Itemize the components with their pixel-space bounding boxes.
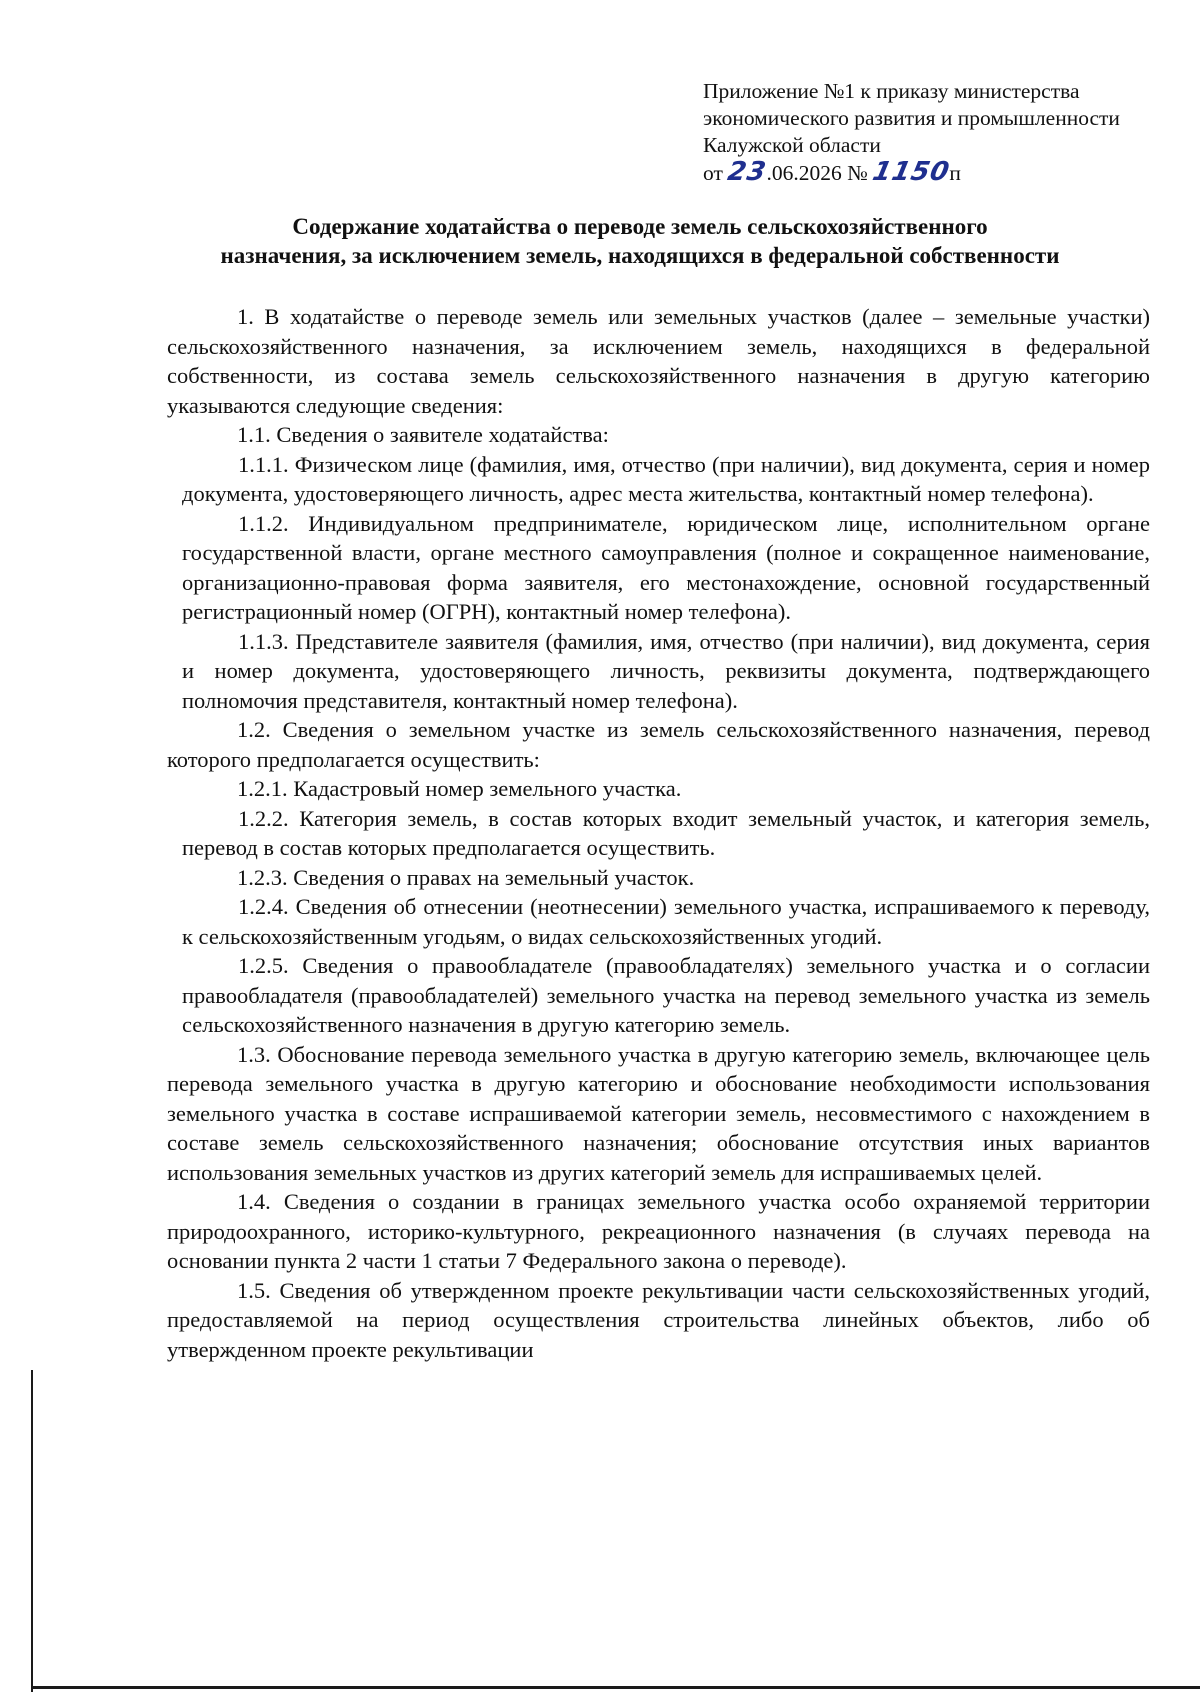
paragraph-1-1: 1.1. Сведения о заявителе ходатайства: — [237, 422, 609, 447]
document-title-line-1: Содержание ходатайства о переводе земель сельскохозяйственного — [292, 214, 988, 239]
appendix-header — [703, 78, 1183, 187]
appendix-header-line-2: экономического развития и промышленности — [703, 106, 1120, 130]
scan-edge-left — [31, 1370, 33, 1692]
date-prefix: от — [703, 161, 723, 185]
document-body — [167, 302, 1150, 1364]
paragraph-1-3: 1.3. Обоснование перевода земельного участка в другую категорию земель, включающее цель перевода земельного участка в другую категорию и обоснование необходимости использования земельного участка в составе испрашиваемой категории земель, несовместимого с нахождением в составе земель сельскохозяйственного назначения; обоснование отсутствия иных вариантов использования земельных участков из других категорий земель для испрашиваемых целей. — [167, 1041, 1150, 1185]
paragraph-1-2-5: 1.2.5. Сведения о правообладателе (правообладателях) земельного участка и о согласии правообладателя (правообладателей) земельного участка на перевод земельного участка из земель сельскохозяйственного назначения в другую категорию земель. — [182, 953, 1150, 1037]
handwritten-date-day: 23 — [725, 157, 770, 187]
date-rest: .06.2026 № — [766, 161, 868, 185]
paragraph-1-2-1: 1.2.1. Кадастровый номер земельного участка. — [237, 776, 682, 801]
document-title — [150, 212, 1130, 270]
document-title-line-2: назначения, за исключением земель, находящихся в федеральной собственности — [220, 243, 1060, 268]
order-number-suffix: п — [949, 161, 961, 185]
paragraph-1-2-4: 1.2.4. Сведения об отнесении (неотнесении) земельного участка, испрашиваемого к переводу, к сельскохозяйственным угодьям, о видах сельскохозяйственных угодий. — [182, 894, 1150, 949]
paragraph-1-1-1: 1.1.1. Физическом лице (фамилия, имя, отчество (при наличии), вид документа, серия и номер документа, удостоверяющего личность, адрес места жительства, контактный номер телефона). — [182, 451, 1150, 506]
paragraph-1-5: 1.5. Сведения об утвержденном проекте рекультивации части сельскохозяйственных угодий, предоставляемой на период осуществления строительства линейных объектов, либо об утвержденном проекте рекультивации — [167, 1277, 1150, 1362]
order-date-number-line — [703, 159, 1183, 187]
handwritten-order-number: 1150 — [869, 157, 953, 187]
paragraph-1-2-3: 1.2.3. Сведения о правах на земельный участок. — [237, 864, 695, 890]
paragraph-1-4: 1.4. Сведения о создании в границах земельного участка особо охраняемой территории природоохранного, историко-культурного, рекреационного назначения (в случаях перевода на основании пункта 2 части 1 статьи 7 Федерального закона о переводе). — [167, 1189, 1150, 1273]
scan-edge-bottom — [31, 1686, 1200, 1689]
paragraph-1: 1. В ходатайстве о переводе земель или земельных участков (далее – земельные участки) сельскохозяйственного назначения, за исключением земель, находящихся в федеральной собственности, из состава земель сельскохозяйственного назначения в другую категорию указываются следующие сведения: — [167, 304, 1150, 418]
paragraph-1-2-2: 1.2.2. Категория земель, в состав которых входит земельный участок, и категория земель, перевод в состав которых предполагается осуществить. — [182, 805, 1150, 860]
appendix-header-line-3: Калужской области — [703, 133, 881, 157]
paragraph-1-2: 1.2. Сведения о земельном участке из земель сельскохозяйственного назначения, перевод которого предполагается осуществить: — [167, 717, 1150, 772]
paragraph-1-1-3: 1.1.3. Представителе заявителя (фамилия, имя, отчество (при наличии), вид документа, серия и номер документа, удостоверяющего личность, реквизиты документа, подтверждающего полномочия представителя, контактный номер телефона). — [182, 628, 1150, 713]
paragraph-1-1-2: 1.1.2. Индивидуальном предпринимателе, юридическом лице, исполнительном органе государственной власти, органе местного самоуправления (полное и сокращенное наименование, организационно-правовая форма заявителя, его местонахождение, основной государственный регистрационный номер (ОГРН), контактный номер телефона). — [182, 510, 1150, 624]
appendix-header-line-1: Приложение №1 к приказу министерства — [703, 79, 1080, 103]
